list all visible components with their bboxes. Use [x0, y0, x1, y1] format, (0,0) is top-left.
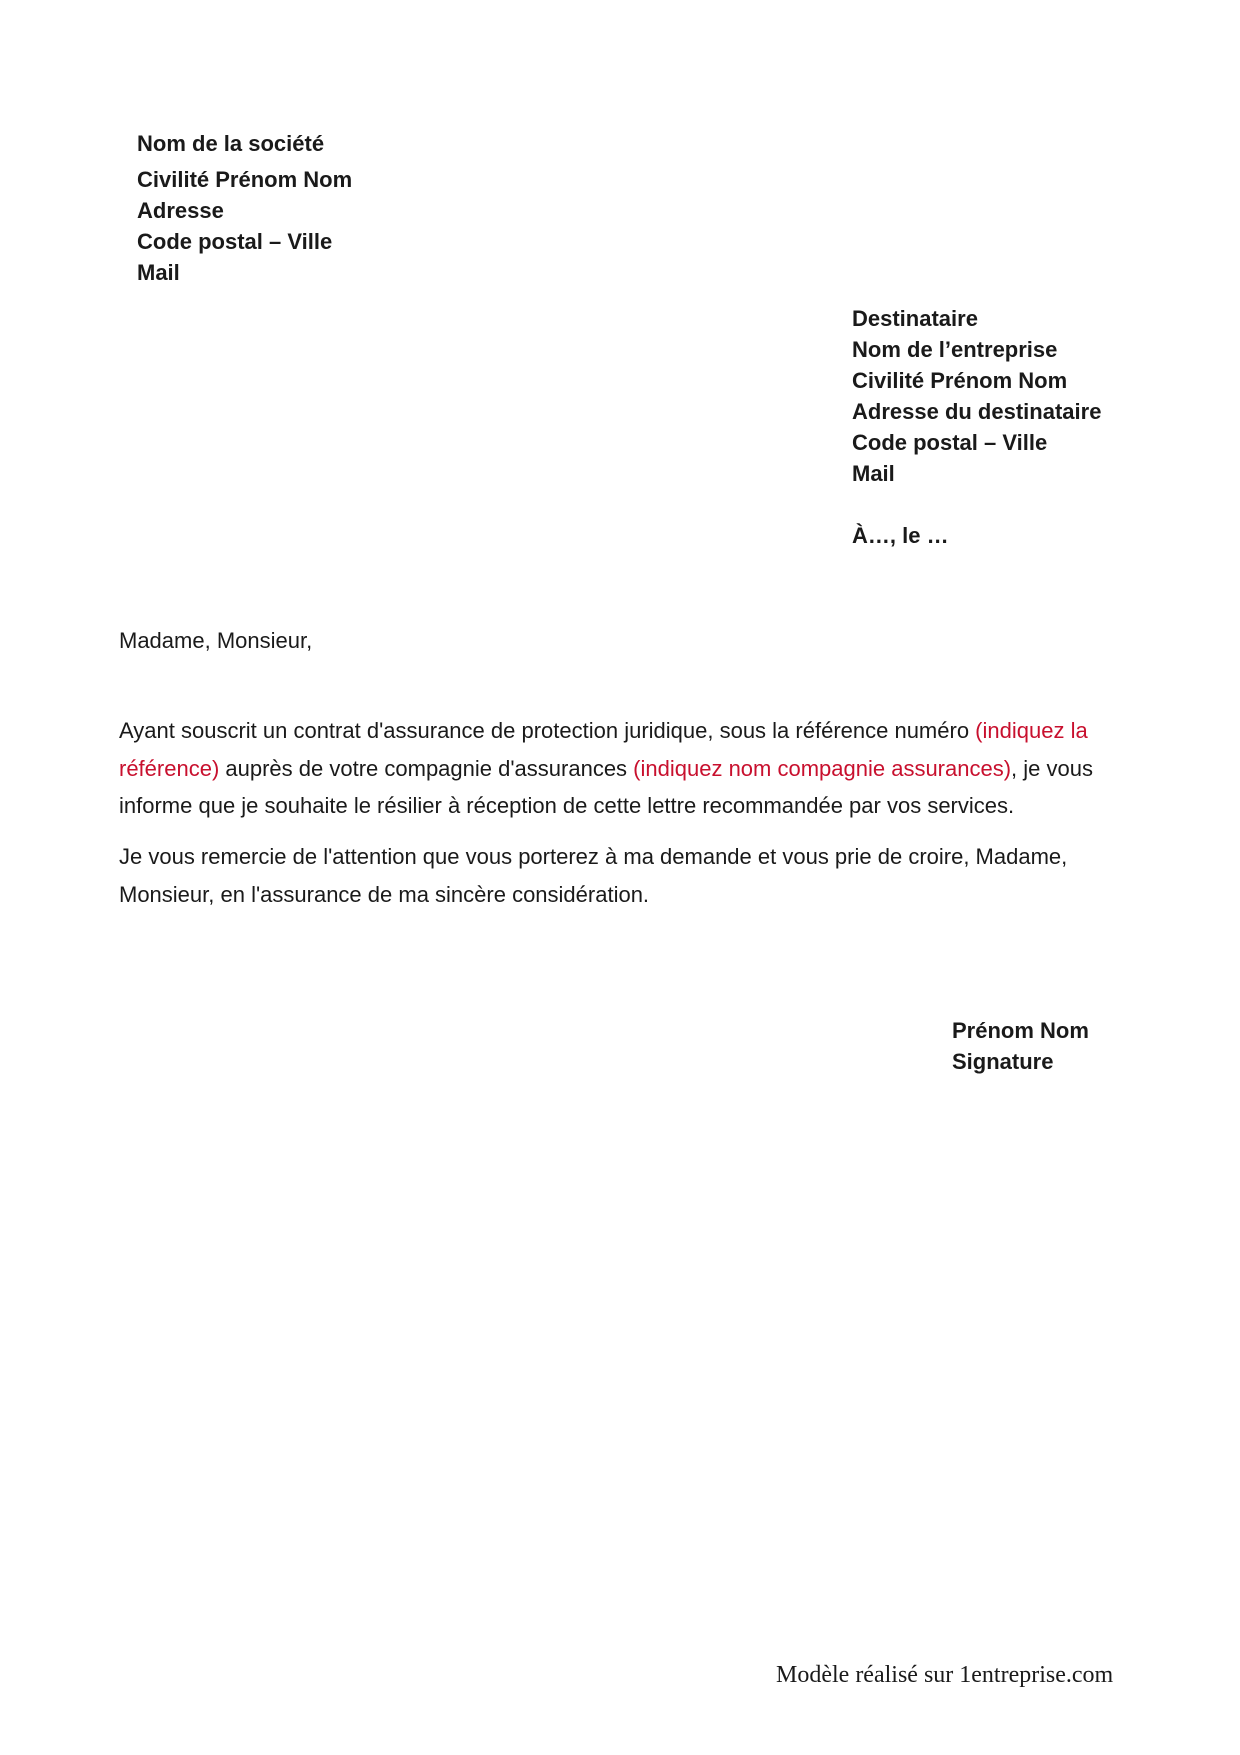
recipient-mail: Mail	[852, 461, 895, 486]
signature-name: Prénom Nom	[952, 1018, 1089, 1043]
sender-name: Civilité Prénom Nom	[137, 167, 353, 192]
salutation: Madame, Monsieur,	[119, 628, 313, 653]
body-text: auprès de votre compagnie d'assurances	[219, 755, 634, 781]
body-text: , je vous informe que je souhaite le résilier à réception de cette lettre recommandée par vos services.	[119, 755, 1093, 818]
recipient-block	[852, 303, 1101, 489]
sender-mail: Mail	[137, 260, 180, 285]
recipient-address: Adresse du destinataire	[852, 399, 1102, 424]
recipient-name: Civilité Prénom Nom	[852, 368, 1068, 393]
body-paragraph-1	[119, 712, 1129, 825]
signature-block	[952, 1015, 1089, 1077]
recipient-label: Destinataire	[852, 306, 978, 331]
recipient-company: Nom de l’entreprise	[852, 337, 1058, 362]
body-text: Ayant souscrit un contrat d'assurance de protection juridique, sous la référence numéro	[119, 718, 976, 743]
recipient-postal-city: Code postal – Ville	[852, 430, 1048, 455]
sender-postal-city: Code postal – Ville	[137, 229, 333, 254]
company-placeholder: (indiquez nom compagnie assurances)	[633, 755, 1012, 781]
footer-credit: Modèle réalisé sur 1entreprise.com	[776, 1662, 1114, 1688]
signature-label: Signature	[952, 1049, 1054, 1074]
body-paragraph-2: Je vous remercie de l'attention que vous porterez à ma demande et vous prie de croire, Madame, Monsieur, en l'assurance de ma sincère considération.	[119, 844, 1068, 907]
sender-company: Nom de la société	[137, 131, 325, 156]
date-line: À…, le …	[852, 523, 949, 548]
sender-block	[137, 128, 352, 288]
sender-address: Adresse	[137, 198, 224, 223]
reference-placeholder: (indiquez la référence)	[119, 718, 1088, 781]
